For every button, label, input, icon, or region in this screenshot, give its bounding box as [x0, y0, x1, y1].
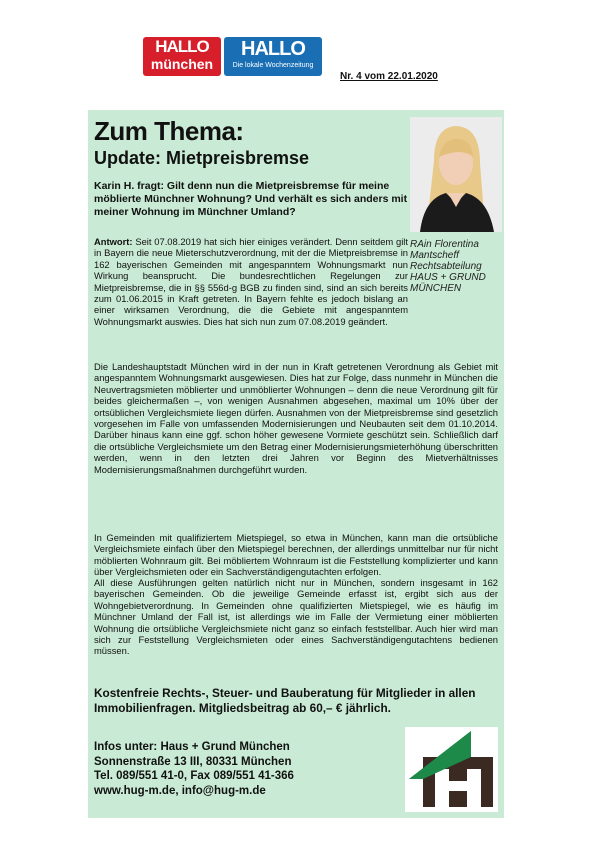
caption-line: Mantscheff: [410, 250, 459, 261]
logo2-line1: HALLO: [241, 38, 305, 60]
haus-und-grund-logo: [405, 727, 498, 812]
contact-line-2: Sonnenstraße 13 III, 80331 München: [94, 755, 292, 768]
article-title: Zum Thema:: [94, 116, 244, 146]
logo1-line1: HALLO: [155, 37, 209, 56]
contact-line-4[interactable]: www.hug-m.de, info@hug-m.de: [94, 784, 266, 797]
contact-line-1: Infos unter: Haus + Grund München: [94, 741, 290, 753]
house-logo-icon: [405, 727, 498, 812]
promo-text: Kostenfreie Rechts-, Steuer- und Bauberatung für Mitglieder in allen Immobilienfragen. Mitgliedsbeitrag ab 60,– € jährlich.: [94, 686, 476, 715]
logo2-line2: Die lokale Wochenzeitung: [232, 62, 314, 69]
issue-date: Nr. 4 vom 22.01.2020: [340, 71, 438, 82]
caption-line: RAin Florentina: [410, 239, 479, 250]
answer-label: Antwort:: [94, 236, 133, 247]
paragraph-4: All diese Ausführungen gelten natürlich nicht nur in München, sondern insgesamt in 162 bayerischen Gemeinden. Ob die jeweilige Gemeinde erfasst ist, ergibt sich aus der Wohngebietverordnung. In Gemeinden ohne qualifizierten Mietspiegel, wie es häufig im Münchner Umland der Fall ist, ist allerdings wie im Falle der Vermietung einer möblierten Wohnung die ortsübliche Vergleichsmiete nicht ganz so einfach feststellbar. Auch hier wird man sich zur Feststellung Vergleichsmieten oder eines Sachverständigengutachtens bedienen müssen.: [94, 577, 498, 657]
hallo-wochenzeitung-logo: [224, 37, 322, 76]
hallo-muenchen-logo: [143, 37, 221, 76]
answer-paragraph: [94, 236, 408, 327]
paragraph-3: In Gemeinden mit qualifiziertem Mietspiegel, so etwa in München, kann man die ortsübliche Vergleichsmiete einfach über den Mietspiegel berechnen, der allerdings unmittelbar nur für nicht möblierten Wohnraum gilt. Bei möbliertem Wohnraum ist die Feststellung komplizierter und kann über Vergleichsmieten oder ein Sachverständigengutachten erfolgen.: [94, 532, 498, 578]
caption-line: HAUS + GRUND: [410, 272, 486, 283]
paragraph-2: Die Landeshauptstadt München wird in der nun in Kraft getretenen Verordnung als Gebiet mit angespanntem Wohnungsmarkt ausgewiesen. Dies hat zur Folge, dass nunmehr in München die Neuvertragsmieten möblierter und unmöblierter Wohnungen – denn die neue Verordnung gilt für beides gleichermaßen –, von wenigen Ausnahmen abgesehen, maximal um 10% über der ortsüblichen Vergleichsmiete liegen dürfen. Ausnahmen von der Mietpreisbremse sind gesetzlich vorgesehen im Falle von umfassenden Modernisierungen und Neubauten seit dem 01.10.2014. Darüber hinaus kann eine ggf. schon höher gewesene Vormiete geschützt sein. Schließlich darf die ortsübliche Vergleichsmiete um den Betrag einer Modernisierungsmieterhöhung überschritten werden, wenn in den letzten drei Jahren vor Beginn des Mietverhältnisses Modernisierungsmaßnahmen durchgeführt wurden.: [94, 361, 498, 475]
article-subtitle: Update: Mietpreisbremse: [94, 148, 310, 168]
caption-line: Rechtsabteilung: [410, 261, 482, 272]
caption-line: MÜNCHEN: [410, 283, 462, 294]
answer-intro: Seit 07.08.2019 hat sich hier einiges verändert. Denn seitdem gilt in Bayern die neue Mieterschutzverordnung, mit der die Mietpreisbremse in 162 bayerischen Gemeinden mit angespanntem Wohnungsmarkt nun Wirkung beansprucht. Die bundesrechtlichen Regelungen zur Mietpreisbremse, die in §§ 556d-g BGB zu finden sind, sind an sich bereits zum 01.06.2015 in Kraft getreten. In Bayern fehlte es jedoch bislang an einer wirksamen Verordnung, die die Gebiete mit angespanntem Wohnungsmarkt auswies. Dies hat sich nun zum 07.08.2019 geändert.: [94, 236, 408, 327]
author-photo: [410, 117, 502, 232]
contact-block: [94, 740, 394, 798]
author-caption: [410, 239, 505, 294]
logo1-line2: münchen: [150, 56, 214, 72]
reader-question: Karin H. fragt: Gilt denn nun die Mietpreisbremse für meine möblierte Münchner Wohnung? Und verhält es sich anders mit meiner Wohnung im Münchner Umland?: [94, 180, 408, 218]
author-portrait-image: [410, 117, 502, 232]
contact-line-3: Tel. 089/551 41-0, Fax 089/551 41-366: [94, 770, 294, 782]
